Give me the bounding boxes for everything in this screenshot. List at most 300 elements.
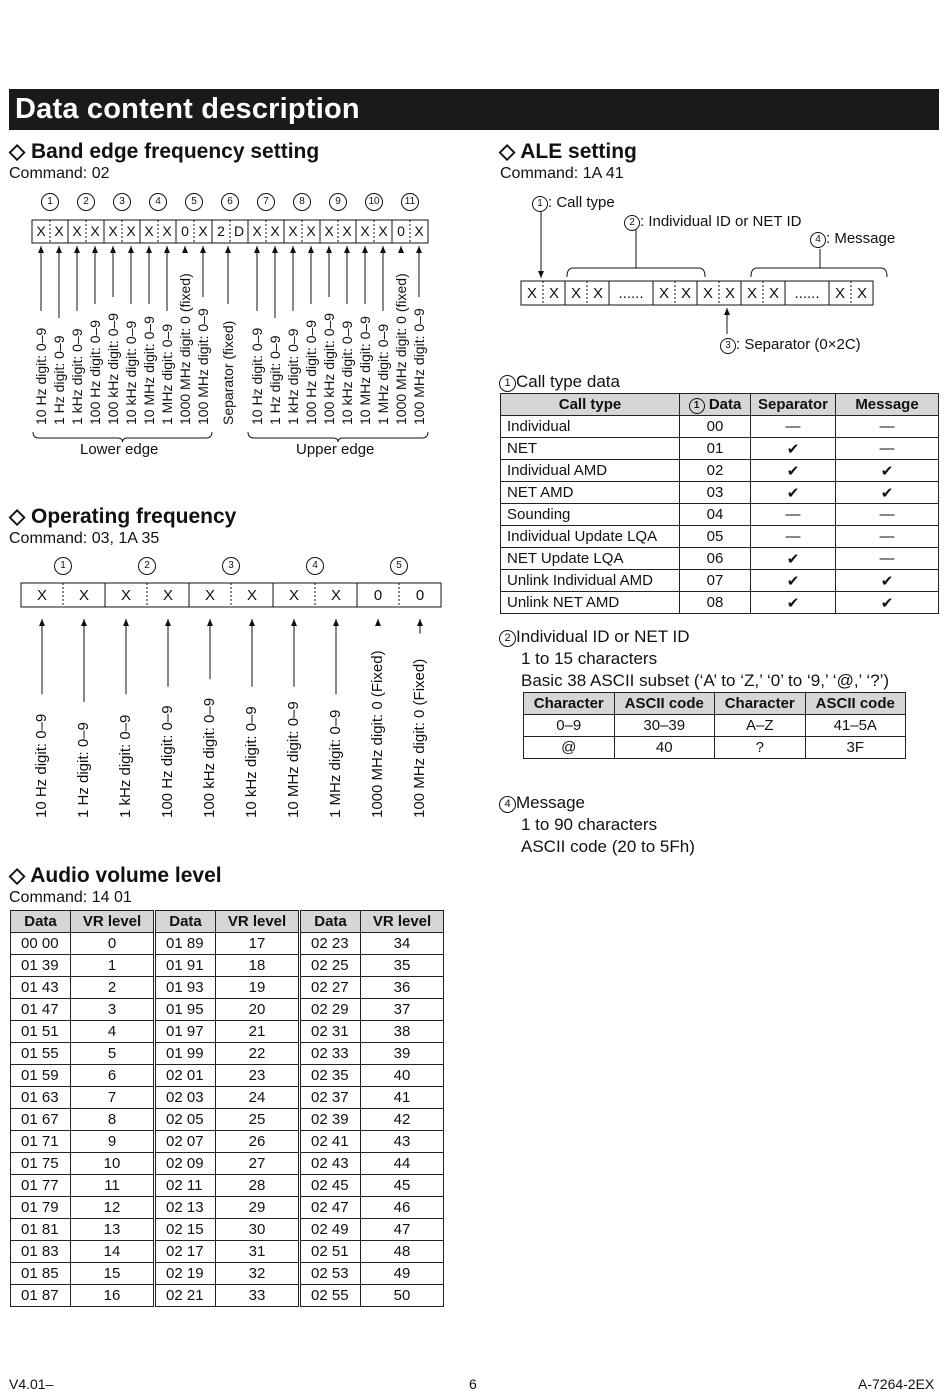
audio-vr-cell: 46	[361, 1197, 444, 1219]
band-edge-cell: X	[108, 223, 118, 239]
call-type-message: —	[836, 438, 939, 460]
audio-data-cell: 01 75	[11, 1153, 71, 1175]
audio-vr-cell: 11	[71, 1175, 154, 1197]
audio-vr-cell: 15	[71, 1263, 154, 1285]
band-edge-cell: X	[306, 223, 316, 239]
call-type-data: 08	[680, 592, 751, 614]
audio-data-cell: 02 35	[301, 1065, 361, 1087]
call-type-data: 06	[680, 548, 751, 570]
call-type-name: NET Update LQA	[501, 548, 680, 570]
band-edge-label-text: 100 Hz digit: 0–9	[87, 319, 103, 425]
message-line2: ASCII code (20 to 5Fh)	[521, 837, 695, 856]
audio-vr-cell: 1	[71, 955, 154, 977]
audio-data-cell: 02 11	[156, 1175, 216, 1197]
call-type-separator: ✔	[751, 592, 836, 614]
audio-data-cell: 02 29	[301, 999, 361, 1021]
audio-data-cell: 02 19	[156, 1263, 216, 1285]
audio-data-cell: 02 37	[301, 1087, 361, 1109]
audio-data-cell: 02 17	[156, 1241, 216, 1263]
call-type-table	[500, 393, 939, 614]
band-edge-heading: ◇ Band edge frequency setting	[9, 140, 320, 163]
band-edge-heading-text: Band edge frequency setting	[30, 140, 320, 163]
band-edge-label-text: 1 kHz digit: 0–9	[285, 328, 301, 425]
band-edge-label-text: 10 Hz digit: 0–9	[33, 327, 49, 425]
ale-cell: X	[658, 285, 669, 302]
band-edge-marker: 11	[401, 193, 419, 211]
call-type-data: 02	[680, 460, 751, 482]
band-edge-marker: 8	[293, 193, 311, 211]
audio-vr-cell: 6	[71, 1065, 154, 1087]
call-type-data: 05	[680, 526, 751, 548]
audio-vr-cell: 4	[71, 1021, 154, 1043]
audio-vr-cell: 14	[71, 1241, 154, 1263]
audio-data-cell: 01 81	[11, 1219, 71, 1241]
audio-data-cell: 01 97	[156, 1021, 216, 1043]
ale-cell: X	[526, 285, 537, 302]
operating-cell: X	[246, 587, 257, 604]
audio-data-cell: 02 43	[301, 1153, 361, 1175]
band-edge-marker: 9	[329, 193, 347, 211]
audio-data-cell: 02 25	[301, 955, 361, 977]
id-title-text: Individual ID or NET ID	[516, 627, 690, 646]
band-edge-marker: 10	[365, 193, 383, 211]
ale-cell: ......	[618, 285, 644, 302]
band-edge-marker: 5	[185, 193, 203, 211]
audio-vr-cell: 39	[361, 1043, 444, 1065]
audio-data-cell: 02 31	[301, 1021, 361, 1043]
operating-marker: 2	[138, 557, 156, 575]
operating-cell: X	[120, 587, 131, 604]
ale-label-call-type-num: 1	[532, 196, 548, 212]
audio-vr-cell: 25	[216, 1109, 299, 1131]
ale-cell: X	[746, 285, 757, 302]
ale-label-message-text: : Message	[826, 230, 896, 247]
call-type-message: ✔	[836, 482, 939, 504]
audio-vr-cell: 35	[361, 955, 444, 977]
ale-label-id-num: 2	[624, 215, 640, 231]
call-type-row	[501, 526, 939, 548]
audio-data-cell: 02 03	[156, 1087, 216, 1109]
operating-label-text: 1 Hz digit: 0–9	[75, 722, 92, 818]
audio-vr-cell: 22	[216, 1043, 299, 1065]
band-edge-command: Command: 02	[9, 165, 110, 182]
call-type-separator: ✔	[751, 548, 836, 570]
audio-vr-cell: 3	[71, 999, 154, 1021]
ale-separator-arrow-head	[724, 308, 730, 315]
call-type-row	[501, 548, 939, 570]
audio-vr-cell: 5	[71, 1043, 154, 1065]
message-title-num: 4	[499, 796, 516, 813]
audio-vr-cell: 19	[216, 977, 299, 999]
call-type-row	[501, 438, 939, 460]
call-type-title-num: 1	[499, 375, 516, 392]
band-edge-label-text: 1 MHz digit: 0–9	[159, 323, 175, 425]
call-type-data: 00	[680, 416, 751, 438]
audio-data-cell: 02 23	[301, 933, 361, 955]
audio-vr-cell: 10	[71, 1153, 154, 1175]
audio-data-cell: 01 39	[11, 955, 71, 977]
operating-marker: 1	[54, 557, 72, 575]
ale-cell: ......	[794, 285, 820, 302]
operating-label-text: 10 kHz digit: 0–9	[243, 706, 260, 818]
band-edge-marker: 6	[221, 193, 239, 211]
audio-data-cell: 01 47	[11, 999, 71, 1021]
col-data-text: Data	[704, 395, 742, 413]
audio-vr-cell: 20	[216, 999, 299, 1021]
audio-vr-cell: 40	[361, 1065, 444, 1087]
col-message: Message	[836, 394, 939, 416]
audio-col-data: Data	[156, 911, 216, 933]
operating-cell: 0	[415, 587, 425, 604]
audio-vr-cell: 38	[361, 1021, 444, 1043]
audio-data-cell: 02 45	[301, 1175, 361, 1197]
audio-vr-cell: 17	[216, 933, 299, 955]
audio-vr-cell: 31	[216, 1241, 299, 1263]
ascii-cell: 0–9	[524, 715, 615, 737]
audio-vr-cell: 12	[71, 1197, 154, 1219]
audio-col-data: Data	[11, 911, 71, 933]
audio-data-cell: 02 51	[301, 1241, 361, 1263]
call-type-separator: —	[751, 504, 836, 526]
ale-cell: X	[548, 285, 559, 302]
band-edge-cell: X	[90, 223, 100, 239]
audio-vr-cell: 43	[361, 1131, 444, 1153]
audio-vr-cell: 50	[361, 1285, 444, 1307]
id-line2: Basic 38 ASCII subset (‘A’ to ‘Z,’ ‘0’ to ‘9,’ ‘@,’ ‘?’)	[521, 671, 890, 690]
operating-command: Command: 03, 1A 35	[9, 530, 160, 547]
band-edge-marker: 3	[113, 193, 131, 211]
audio-heading: ◇ Audio volume level	[9, 864, 222, 887]
band-edge-label-text: Separator (fixed)	[220, 320, 236, 425]
band-edge-label-text: 10 kHz digit: 0–9	[339, 320, 355, 425]
operating-cell: X	[330, 587, 341, 604]
audio-data-cell: 02 01	[156, 1065, 216, 1087]
operating-cell: X	[204, 587, 215, 604]
col-data-num: 1	[689, 398, 705, 414]
band-edge-cell: X	[342, 223, 352, 239]
call-type-row	[501, 592, 939, 614]
call-type-row	[501, 482, 939, 504]
call-type-data: 04	[680, 504, 751, 526]
audio-vr-cell: 26	[216, 1131, 299, 1153]
operating-label-text: 10 MHz digit: 0–9	[285, 701, 302, 818]
ascii-col-header: ASCII code	[805, 693, 906, 715]
audio-data-cell: 01 77	[11, 1175, 71, 1197]
audio-vr-cell: 29	[216, 1197, 299, 1219]
audio-vr-cell: 36	[361, 977, 444, 999]
band-edge-cell: X	[288, 223, 298, 239]
audio-data-cell: 01 79	[11, 1197, 71, 1219]
operating-marker: 4	[306, 557, 324, 575]
audio-vr-cell: 48	[361, 1241, 444, 1263]
audio-vr-cell: 2	[71, 977, 154, 999]
ale-command: Command: 1A 41	[500, 165, 624, 182]
audio-vr-cell: 41	[361, 1087, 444, 1109]
band-edge-label-text: 1000 MHz digit: 0 (fixed)	[393, 273, 409, 425]
ale-cell: X	[768, 285, 779, 302]
band-edge-cell: X	[36, 223, 46, 239]
audio-data-cell: 02 21	[156, 1285, 216, 1307]
ale-cell: X	[680, 285, 691, 302]
ascii-row	[524, 737, 906, 759]
audio-data-cell: 01 93	[156, 977, 216, 999]
ale-cell: X	[834, 285, 845, 302]
band-edge-cell: 2	[217, 223, 225, 239]
ale-call-type-arrow-head	[538, 271, 544, 278]
audio-col-vr: VR level	[361, 911, 444, 933]
audio-data-cell: 01 43	[11, 977, 71, 999]
audio-vr-cell: 18	[216, 955, 299, 977]
band-edge-label-text: 10 MHz digit: 0–9	[357, 316, 373, 425]
band-edge-cell: D	[233, 223, 245, 239]
call-type-message: ✔	[836, 570, 939, 592]
band-edge-label-text: 1 MHz digit: 0–9	[375, 323, 391, 425]
call-type-separator: ✔	[751, 570, 836, 592]
call-type-message: —	[836, 416, 939, 438]
audio-data-cell: 01 71	[11, 1131, 71, 1153]
call-type-title	[499, 372, 620, 392]
band-edge-cell: X	[378, 223, 388, 239]
ale-cell: X	[856, 285, 867, 302]
operating-marker: 5	[390, 557, 408, 575]
audio-data-cell: 02 33	[301, 1043, 361, 1065]
operating-label-text: 1000 MHz digit: 0 (Fixed)	[369, 650, 386, 818]
band-edge-marker: 7	[257, 193, 275, 211]
ale-id-bracket	[567, 268, 705, 277]
band-edge-label-text: 10 Hz digit: 0–9	[249, 327, 265, 425]
audio-data-cell: 01 67	[11, 1109, 71, 1131]
message-line1: 1 to 90 characters	[521, 815, 658, 834]
band-edge-cell: X	[72, 223, 82, 239]
ale-heading-text: ALE setting	[520, 140, 637, 163]
call-type-data: 07	[680, 570, 751, 592]
audio-vr-cell: 47	[361, 1219, 444, 1241]
audio-data-cell: 02 49	[301, 1219, 361, 1241]
ascii-cell: 41–5A	[805, 715, 906, 737]
ale-label-call-type-text: : Call type	[548, 194, 615, 211]
band-edge-label-text: 1 Hz digit: 0–9	[51, 335, 67, 425]
audio-heading-text: Audio volume level	[30, 864, 222, 887]
band-edge-label-text: 10 kHz digit: 0–9	[123, 320, 139, 425]
operating-heading: ◇ Operating frequency	[9, 505, 237, 528]
call-type-name: Unlink NET AMD	[501, 592, 680, 614]
operating-cell: X	[162, 587, 173, 604]
lower-edge-label: Lower edge	[80, 441, 159, 458]
ale-label-separator-text: : Separator (0×2C)	[736, 336, 861, 353]
call-type-separator: ✔	[751, 482, 836, 504]
ascii-cell: 3F	[805, 737, 906, 759]
operating-cell: 0	[373, 587, 383, 604]
audio-data-cell: 01 95	[156, 999, 216, 1021]
audio-vr-cell: 24	[216, 1087, 299, 1109]
ascii-cell: @	[524, 737, 615, 759]
call-type-message: ✔	[836, 460, 939, 482]
call-type-row	[501, 460, 939, 482]
ascii-row	[524, 715, 906, 737]
audio-vr-cell: 8	[71, 1109, 154, 1131]
audio-vr-cell: 9	[71, 1131, 154, 1153]
audio-data-cell: 00 00	[11, 933, 71, 955]
call-type-name: Individual	[501, 416, 680, 438]
call-type-message: ✔	[836, 592, 939, 614]
call-type-row	[501, 504, 939, 526]
audio-data-cell: 01 83	[11, 1241, 71, 1263]
ascii-cell: A–Z	[714, 715, 805, 737]
band-edge-label-text: 1 kHz digit: 0–9	[69, 328, 85, 425]
ale-label-message-num: 4	[810, 232, 826, 248]
band-edge-cell: X	[144, 223, 154, 239]
band-edge-cell: 0	[397, 223, 405, 239]
id-title	[499, 627, 690, 647]
operating-label-text: 1 kHz digit: 0–9	[117, 714, 134, 818]
operating-label-text: 100 MHz digit: 0 (Fixed)	[411, 658, 428, 818]
band-edge-cell: X	[324, 223, 334, 239]
audio-data-cell: 02 39	[301, 1109, 361, 1131]
audio-vr-cell: 42	[361, 1109, 444, 1131]
call-type-title-text: Call type data	[516, 372, 620, 391]
band-edge-cell: X	[270, 223, 280, 239]
operating-label-text: 100 Hz digit: 0–9	[159, 705, 176, 818]
band-edge-label-text: 100 Hz digit: 0–9	[303, 319, 319, 425]
band-edge-cell: 0	[181, 223, 189, 239]
audio-data-cell: 01 55	[11, 1043, 71, 1065]
band-edge-label-text: 100 MHz digit: 0–9	[411, 308, 427, 425]
audio-data-cell: 02 05	[156, 1109, 216, 1131]
operating-heading-text: Operating frequency	[30, 505, 237, 528]
audio-command: Command: 14 01	[9, 889, 132, 906]
audio-data-cell: 02 27	[301, 977, 361, 999]
audio-data-cell: 02 13	[156, 1197, 216, 1219]
ale-cell: X	[592, 285, 603, 302]
band-edge-label-text: 10 MHz digit: 0–9	[141, 316, 157, 425]
operating-label-text: 100 kHz digit: 0–9	[201, 697, 218, 818]
ascii-header-row	[524, 693, 906, 715]
band-edge-marker: 4	[149, 193, 167, 211]
band-edge-marker: 1	[41, 193, 59, 211]
call-type-name: Sounding	[501, 504, 680, 526]
audio-vr-cell: 7	[71, 1087, 154, 1109]
audio-col-vr: VR level	[71, 911, 154, 933]
audio-data-cell: 02 15	[156, 1219, 216, 1241]
call-type-name: Individual AMD	[501, 460, 680, 482]
call-type-message: —	[836, 526, 939, 548]
ale-cell: X	[724, 285, 735, 302]
audio-vr-cell: 37	[361, 999, 444, 1021]
call-type-message: —	[836, 548, 939, 570]
band-edge-label-text: 100 kHz digit: 0–9	[105, 312, 121, 425]
audio-vr-cell: 23	[216, 1065, 299, 1087]
audio-vr-cell: 16	[71, 1285, 154, 1307]
band-edge-cell: X	[414, 223, 424, 239]
id-title-num: 2	[499, 630, 516, 647]
band-edge-cell: X	[162, 223, 172, 239]
audio-data-cell: 01 85	[11, 1263, 71, 1285]
audio-data-cell: 01 63	[11, 1087, 71, 1109]
audio-data-cell: 02 47	[301, 1197, 361, 1219]
operating-cell: X	[36, 587, 47, 604]
ale-label-separator-num: 3	[720, 338, 736, 354]
band-edge-label-text: 100 kHz digit: 0–9	[321, 312, 337, 425]
footer-page-number: 6	[469, 1376, 477, 1392]
band-edge-label-text: 100 MHz digit: 0–9	[195, 308, 211, 425]
ascii-col-header: Character	[714, 693, 805, 715]
call-type-message: —	[836, 504, 939, 526]
ale-cell: X	[702, 285, 713, 302]
audio-data-cell: 01 87	[11, 1285, 71, 1307]
operating-cell: X	[288, 587, 299, 604]
audio-data-cell: 02 41	[301, 1131, 361, 1153]
band-edge-cell: X	[126, 223, 136, 239]
audio-vr-cell: 28	[216, 1175, 299, 1197]
call-type-row	[501, 416, 939, 438]
call-type-data: 03	[680, 482, 751, 504]
audio-vr-cell: 27	[216, 1153, 299, 1175]
ale-heading: ◇ ALE setting	[499, 140, 637, 163]
footer-version: V4.01–	[9, 1376, 54, 1392]
ascii-cell: ?	[714, 737, 805, 759]
call-type-name: Individual Update LQA	[501, 526, 680, 548]
audio-vr-cell: 30	[216, 1219, 299, 1241]
audio-data-cell: 02 07	[156, 1131, 216, 1153]
ale-label-id-text: : Individual ID or NET ID	[640, 213, 802, 230]
call-type-separator: ✔	[751, 438, 836, 460]
band-edge-label-text: 1 Hz digit: 0–9	[267, 335, 283, 425]
audio-data-cell: 02 09	[156, 1153, 216, 1175]
audio-data-cell: 01 99	[156, 1043, 216, 1065]
audio-vr-cell: 34	[361, 933, 444, 955]
audio-vr-cell: 44	[361, 1153, 444, 1175]
call-type-header-row	[501, 394, 939, 416]
audio-data-cell: 01 89	[156, 933, 216, 955]
message-title	[499, 793, 585, 813]
audio-data-cell: 01 51	[11, 1021, 71, 1043]
upper-edge-label: Upper edge	[296, 441, 375, 458]
audio-data-cell: 02 53	[301, 1263, 361, 1285]
audio-data-cell: 01 91	[156, 955, 216, 977]
audio-vr-cell: 13	[71, 1219, 154, 1241]
call-type-data: 01	[680, 438, 751, 460]
audio-col-data: Data	[301, 911, 361, 933]
audio-col-vr: VR level	[216, 911, 299, 933]
call-type-separator: ✔	[751, 460, 836, 482]
band-edge-cell: X	[360, 223, 370, 239]
call-type-row	[501, 570, 939, 592]
audio-vr-cell: 32	[216, 1263, 299, 1285]
band-edge-cell: X	[198, 223, 208, 239]
call-type-name: Unlink Individual AMD	[501, 570, 680, 592]
band-edge-label-text: 1000 MHz digit: 0 (fixed)	[177, 273, 193, 425]
ascii-col-header: Character	[524, 693, 615, 715]
band-edge-marker: 2	[77, 193, 95, 211]
ale-message-bracket	[751, 268, 887, 277]
call-type-separator: —	[751, 416, 836, 438]
call-type-separator: —	[751, 526, 836, 548]
call-type-name: NET	[501, 438, 680, 460]
message-title-text: Message	[516, 793, 585, 812]
ascii-table	[523, 692, 906, 759]
audio-vr-cell: 21	[216, 1021, 299, 1043]
audio-vr-cell: 45	[361, 1175, 444, 1197]
audio-vr-cell: 49	[361, 1263, 444, 1285]
ascii-col-header: ASCII code	[614, 693, 714, 715]
col-data	[680, 394, 751, 416]
audio-vr-cell: 0	[71, 933, 154, 955]
footer-doc-code: A-7264-2EX	[858, 1376, 935, 1392]
call-type-name: NET AMD	[501, 482, 680, 504]
ale-cell: X	[570, 285, 581, 302]
page-title: Data content description	[15, 93, 360, 125]
col-call-type: Call type	[501, 394, 680, 416]
